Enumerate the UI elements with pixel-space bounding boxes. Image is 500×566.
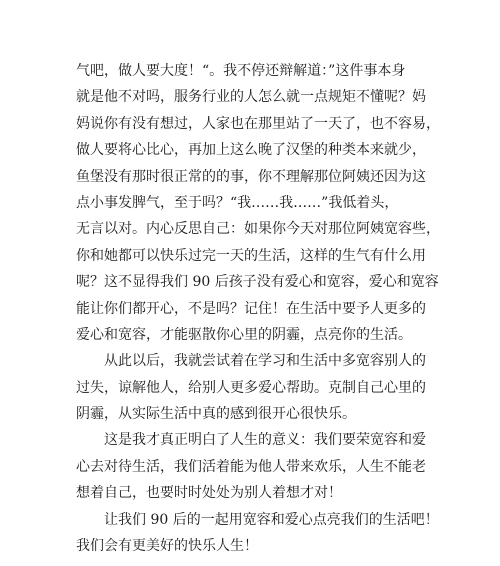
text-line: 无言以对。内心反思自己：如果你今天对那位阿姨宽容些， — [76, 221, 440, 238]
text-line: 气吧，做人要大度！“。我不停还辩解道：”这件事本身 — [76, 63, 406, 79]
paragraph-start-line: 这是我才真正明白了人生的意义：我们要荣宽容和爱 — [104, 432, 426, 449]
text-line: 我们会有更美好的快乐人生！ — [76, 538, 258, 555]
text-line: 阴霾，从实际生活中真的感到很开心很快乐。 — [76, 406, 356, 423]
text-line: 妈说你有没有想过，人家也在那里站了一天了，也不容易， — [76, 115, 440, 132]
text-line: 呢？这不显得我们 90 后孩子没有爱心和宽容，爱心和宽容 — [76, 274, 439, 291]
text-line: 就是他不对吗，服务行业的人怎么就一点规矩不懂呢？妈 — [76, 89, 426, 106]
paragraph-start-line: 从此以后，我就尝试着在学习和生活中多宽容别人的 — [104, 353, 426, 370]
text-line: 爱心和宽容，才能驱散你心里的阴霾，点亮你的生活。 — [76, 326, 412, 343]
text-line: 鱼堡没有那时很正常的的事，你不理解那位阿姨还因为这 — [76, 168, 426, 185]
text-line: 你和她都可以快乐过完一天的生活，这样的生气有什么用 — [76, 247, 426, 264]
text-line: 做人要将心比心，再加上这么晚了汉堡的种类本来就少， — [76, 142, 426, 159]
text-line: 过失，谅解他人，给别人更多爱心帮助。克制自己心里的 — [76, 379, 426, 396]
text-line: 能让你们都开心，不是吗？记住！在生活中要予人更多的 — [76, 300, 426, 317]
essay-body — [76, 58, 440, 559]
text-line: 想着自己，也要时时处处为别人着想才对！ — [76, 485, 342, 502]
text-line: 心去对待生活，我们活着能为他人带来欢乐，人生不能老 — [76, 458, 426, 475]
text-line: 点小事发脾气，至于吗？“我……我……”我低着头， — [76, 194, 399, 211]
paragraph-start-line: 让我们 90 后的一起用宽容和爱心点亮我们的生活吧！ — [104, 511, 439, 528]
